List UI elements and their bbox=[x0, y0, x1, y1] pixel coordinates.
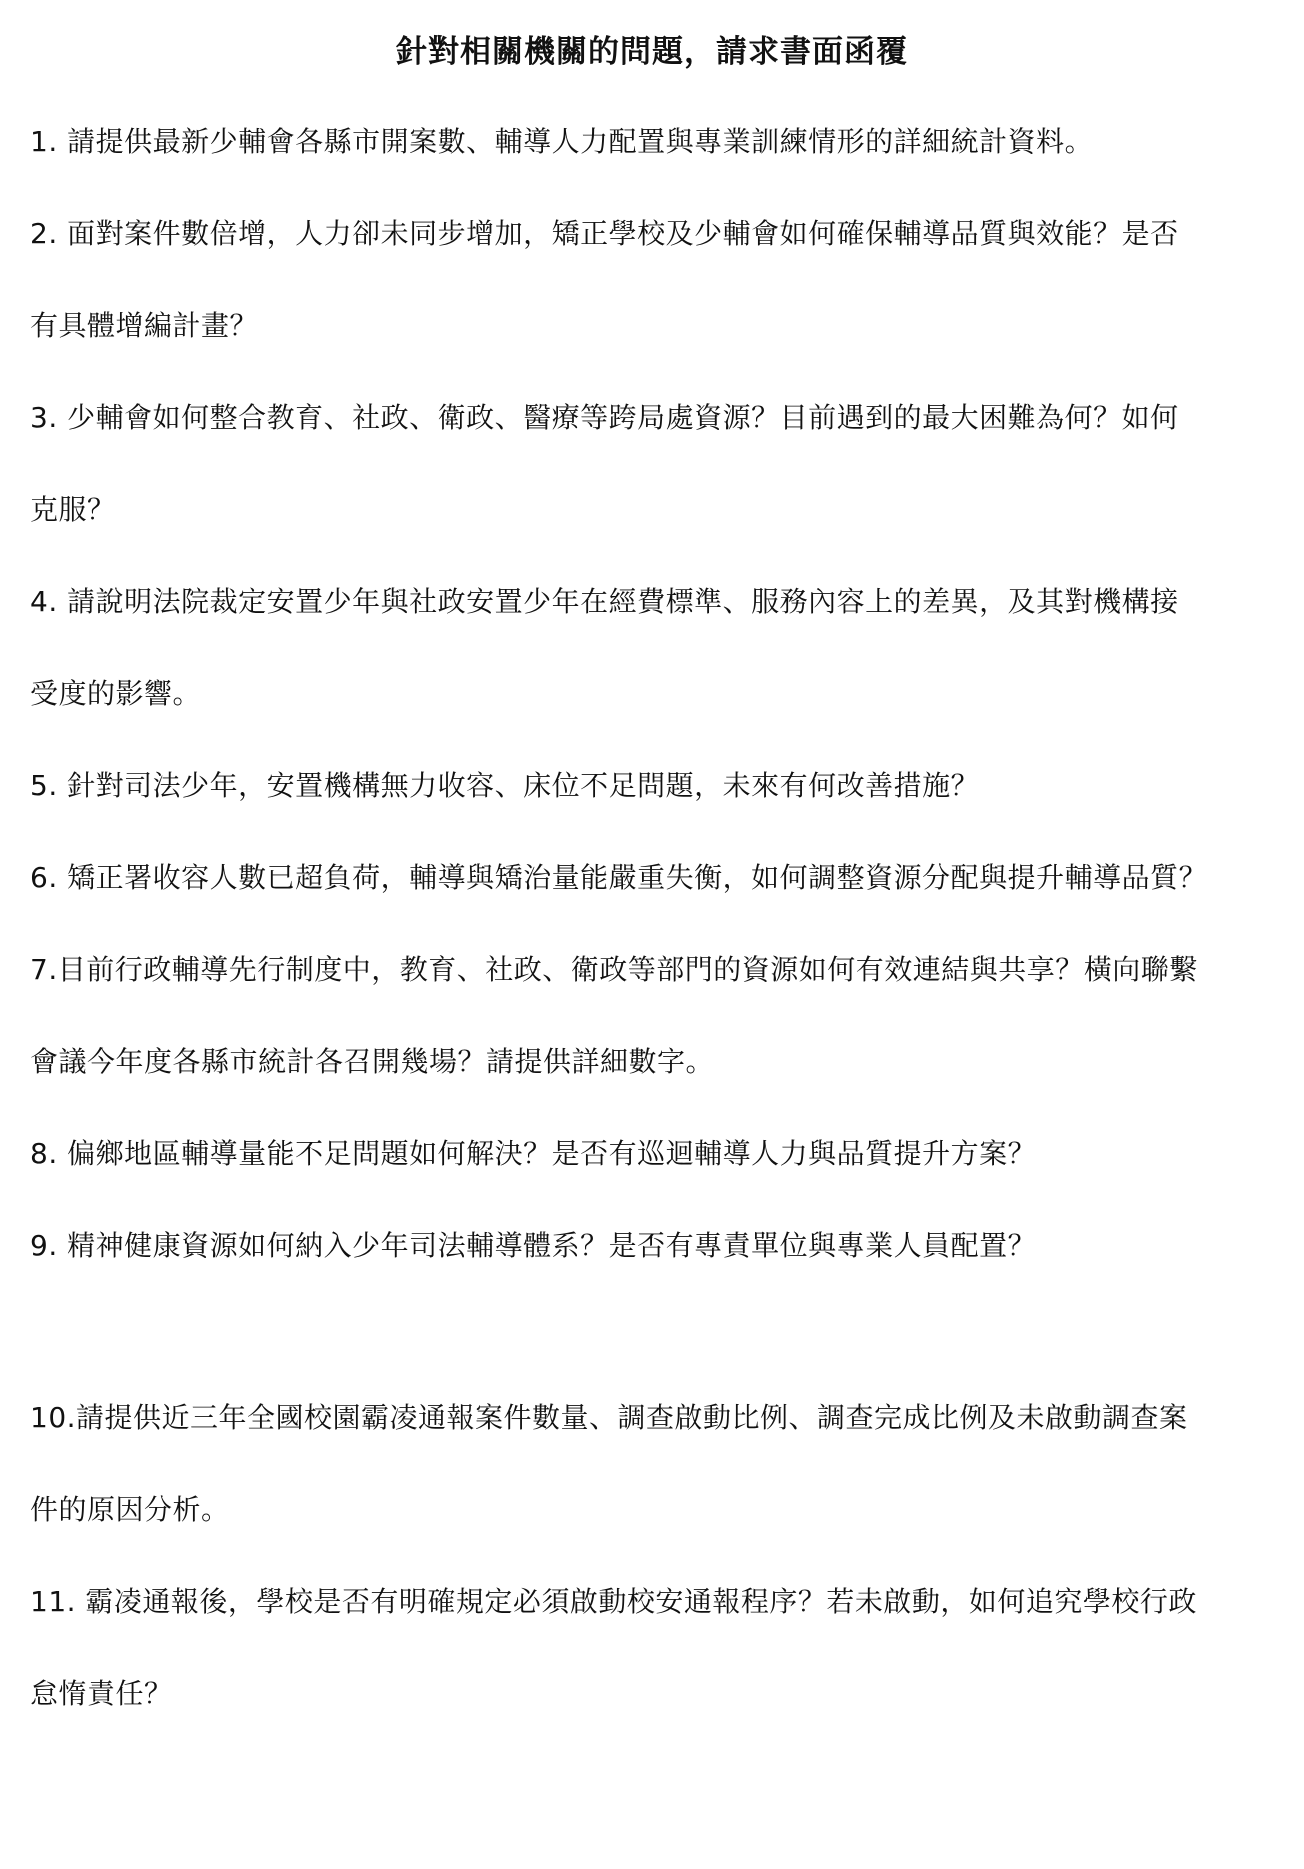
question-line: 克服？ bbox=[30, 493, 116, 526]
question-2 bbox=[30, 188, 1270, 372]
question-line: 5. 針對司法少年，安置機構無力收容、床位不足問題，未來有何改善措施？ bbox=[30, 769, 980, 802]
question-line: 4. 請說明法院裁定安置少年與社政安置少年在經費標準、服務內容上的差異，及其對機構接 bbox=[30, 585, 1179, 618]
question-9 bbox=[30, 1200, 1270, 1292]
question-line: 10.請提供近三年全國校園霸凌通報案件數量、調查啟動比例、調查完成比例及未啟動調查案 bbox=[30, 1401, 1188, 1434]
question-line: 1. 請提供最新少輔會各縣市開案數、輔導人力配置與專業訓練情形的詳細統計資料。 bbox=[30, 125, 1094, 158]
question-line: 11. 霸凌通報後，學校是否有明確規定必須啟動校安通報程序？若未啟動，如何追究學校行政 bbox=[30, 1585, 1197, 1618]
question-11 bbox=[30, 1556, 1270, 1740]
question-line: 件的原因分析。 bbox=[30, 1493, 230, 1526]
question-line: 9. 精神健康資源如何納入少年司法輔導體系？是否有專責單位與專業人員配置？ bbox=[30, 1229, 1037, 1262]
question-4 bbox=[30, 556, 1270, 740]
question-6 bbox=[30, 832, 1270, 924]
question-line: 2. 面對案件數倍增，人力卻未同步增加，矯正學校及少輔會如何確保輔導品質與效能？是否 bbox=[30, 217, 1179, 250]
question-1 bbox=[30, 96, 1270, 188]
question-10 bbox=[30, 1372, 1270, 1556]
document-title: 針對相關機關的問題，請求書面函覆 bbox=[396, 34, 908, 70]
question-line: 會議今年度各縣市統計各召開幾場？請提供詳細數字。 bbox=[30, 1045, 715, 1078]
question-line: 6. 矯正署收容人數已超負荷，輔導與矯治量能嚴重失衡，如何調整資源分配與提升輔導品質？ bbox=[30, 861, 1208, 894]
question-line: 有具體增編計畫？ bbox=[30, 309, 259, 342]
question-5 bbox=[30, 740, 1270, 832]
question-3 bbox=[30, 372, 1270, 556]
question-8 bbox=[30, 1108, 1270, 1200]
question-line: 8. 偏鄉地區輔導量能不足問題如何解決？是否有巡迴輔導人力與品質提升方案？ bbox=[30, 1137, 1037, 1170]
question-line: 3. 少輔會如何整合教育、社政、衛政、醫療等跨局處資源？目前遇到的最大困難為何？如何 bbox=[30, 401, 1179, 434]
question-line: 受度的影響。 bbox=[30, 677, 202, 710]
question-line: 怠惰責任？ bbox=[30, 1677, 173, 1710]
question-7 bbox=[30, 924, 1270, 1108]
question-line: 7.目前行政輔導先行制度中，教育、社政、衛政等部門的資源如何有效連結與共享？橫向聯繫 bbox=[30, 953, 1198, 986]
